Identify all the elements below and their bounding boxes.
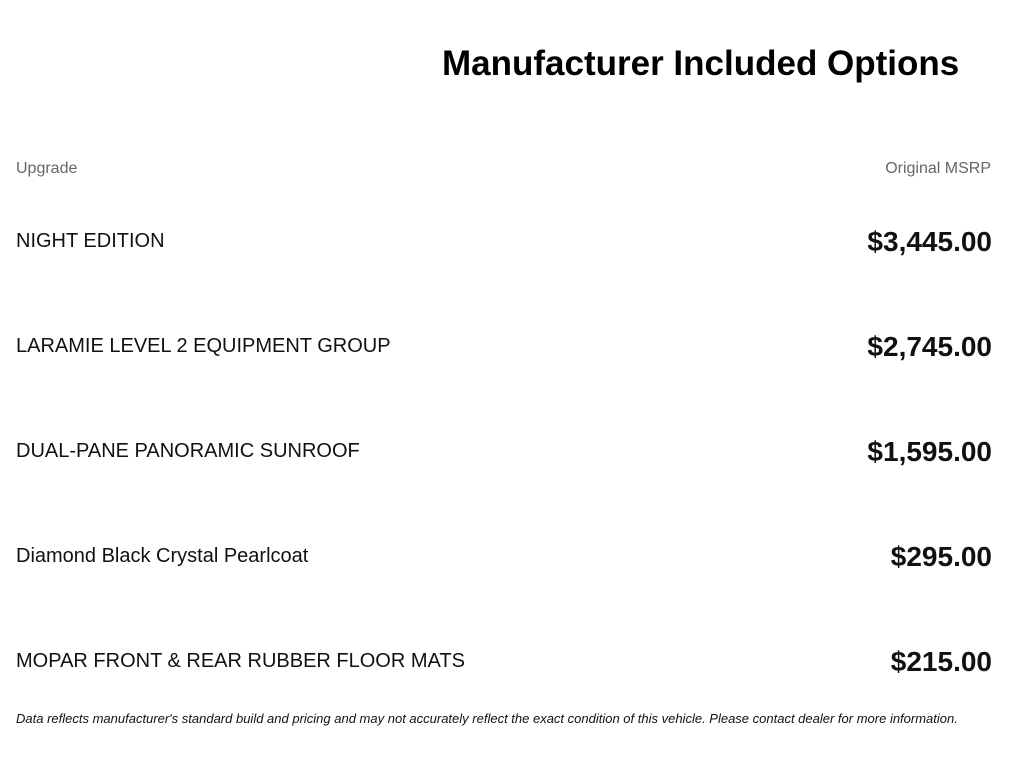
- option-name: LARAMIE LEVEL 2 EQUIPMENT GROUP: [16, 335, 391, 357]
- upgrade-column-header: Upgrade: [16, 160, 78, 177]
- table-header: [16, 160, 991, 178]
- option-name: DUAL-PANE PANORAMIC SUNROOF: [16, 440, 360, 462]
- option-row: [16, 399, 992, 504]
- msrp-column-header: Original MSRP: [885, 160, 991, 177]
- options-list: [16, 189, 992, 714]
- option-row: [16, 294, 992, 399]
- option-price: $215.00: [890, 645, 992, 677]
- option-name: Diamond Black Crystal Pearlcoat: [16, 545, 309, 567]
- option-row: [16, 609, 992, 714]
- option-row: [16, 504, 992, 609]
- option-name: MOPAR FRONT & REAR RUBBER FLOOR MATS: [16, 650, 465, 672]
- option-price: $2,745.00: [867, 330, 992, 362]
- option-row: [16, 189, 992, 294]
- option-price: $3,445.00: [867, 225, 992, 257]
- option-price: $1,595.00: [867, 435, 992, 467]
- option-name: NIGHT EDITION: [16, 230, 165, 252]
- page-title: Manufacturer Included Options: [442, 44, 960, 83]
- option-price: $295.00: [890, 540, 992, 572]
- disclaimer-text: Data reflects manufacturer's standard build and pricing and may not accurately reflect the exact condition of this vehicle. Please contact dealer for more information.: [16, 711, 958, 726]
